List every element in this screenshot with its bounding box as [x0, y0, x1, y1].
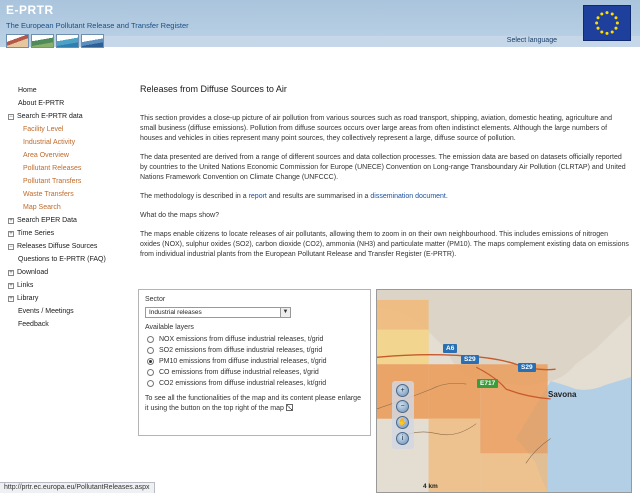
radio-button-selected[interactable] — [147, 358, 154, 365]
report-link[interactable]: report — [248, 193, 267, 200]
sidebar-item-area-overview[interactable]: Area Overview — [23, 152, 69, 159]
select-language-link[interactable]: Select language — [506, 37, 557, 44]
expand-icon[interactable]: + — [9, 296, 13, 302]
expand-icon[interactable]: + — [9, 283, 13, 289]
sidebar-item-search-eper[interactable]: + Search EPER Data — [9, 217, 77, 224]
landscape-icon-2[interactable] — [31, 34, 54, 48]
main-content — [140, 84, 630, 269]
sidebar-item-pollutant-releases[interactable]: Pollutant Releases — [23, 165, 82, 172]
available-layers-label: Available layers — [145, 324, 194, 331]
eu-flag-icon — [583, 5, 631, 41]
sidebar-item-home[interactable]: Home — [18, 87, 37, 94]
maps-description-paragraph: The maps enable citizens to locate releases of air pollutants, allowing them to zoom in on their own neighbourhood. This includes emissions of nitrogen oxides (NOX), sulphur oxides (SO2), carbon dioxide (CO2), ammonia (NH3) and particulate matter (PM10). The maps complement existing data on emissions from individual industrial plants from the European Pollutant Release and Transfer Register (E-PRTR). — [140, 231, 629, 258]
page-title: Releases from Diffuse Sources to Air — [140, 84, 287, 94]
zoom-in-icon[interactable]: + — [396, 384, 409, 397]
sidebar-nav — [8, 84, 126, 331]
sidebar-item-waste-transfers[interactable]: Waste Transfers — [23, 191, 74, 198]
layer-option-nox[interactable]: NOX emissions from diffuse industrial releases, t/grid — [147, 336, 323, 343]
road-label-e717: E717 — [477, 379, 498, 388]
pan-hand-icon[interactable]: ✋ — [396, 416, 409, 429]
sidebar-item-industrial-activity[interactable]: Industrial Activity — [23, 139, 76, 146]
info-icon[interactable]: i — [396, 432, 409, 445]
enlarge-icon — [286, 404, 293, 411]
expand-icon[interactable]: + — [9, 231, 13, 237]
expand-icon[interactable]: + — [9, 218, 13, 224]
layer-option-pm10[interactable]: PM10 emissions from diffuse industrial releases, t/grid — [147, 358, 327, 365]
maps-question: What do the maps show? — [140, 212, 219, 219]
landscape-icon-4[interactable] — [81, 34, 104, 48]
sidebar-item-library[interactable]: + Library — [9, 295, 39, 302]
sidebar-item-map-search[interactable]: Map Search — [23, 204, 61, 211]
layer-panel — [138, 289, 371, 436]
layer-option-co2[interactable]: CO2 emissions from diffuse industrial releases, kt/grid — [147, 380, 326, 387]
landscape-icon-3[interactable] — [56, 34, 79, 48]
collapse-icon[interactable]: − — [9, 244, 13, 250]
radio-button[interactable] — [147, 369, 154, 376]
sidebar-item-about[interactable]: About E-PRTR — [18, 100, 65, 107]
sector-select[interactable]: Industrial releases ▼ — [145, 307, 291, 318]
sidebar-item-feedback[interactable]: Feedback — [18, 321, 49, 328]
data-source-paragraph: The data presented are derived from a range of different sources and data collection processes. The emission data are based on datasets officially reported by countries to the United Nations Economic Commission for Europe (UNECE) Convention on Long-range Transboundary Air Pollution (CLRTAP) and United Nations Framework Convention on Climate Change (UNFCCC). — [140, 154, 626, 181]
road-label-s29-east: S29 — [518, 363, 536, 372]
sector-label: Sector — [145, 296, 166, 303]
enlarge-map-note: To see all the functionalities of the map and its content please enlarge it using the button on the top right of the map — [145, 395, 361, 412]
sidebar-item-links[interactable]: + Links — [9, 282, 34, 289]
road-label-s29: S29 — [461, 355, 479, 364]
language-bar — [104, 36, 640, 47]
sidebar-item-faq[interactable]: Questions to E-PRTR (FAQ) — [18, 256, 106, 263]
sidebar-item-search-eprtr[interactable]: − Search E-PRTR data — [9, 113, 83, 120]
intro-paragraph: This section provides a close-up picture of air pollution from various sources such as road transport, shipping, aviation, domestic heating, agriculture and small business (diffuse emissions). Pollution from diffuse sources occurs over large areas from often indistinct elements. Although the large numbers of houses and vehicles in cities represent many point sources, they collectively represent a large, diffuse source of pollution. — [140, 115, 612, 142]
sidebar-item-events[interactable]: Events / Meetings — [18, 308, 74, 315]
sidebar-item-download[interactable]: + Download — [9, 269, 49, 276]
header-icon-strip — [6, 34, 104, 48]
collapse-icon[interactable]: − — [9, 114, 13, 120]
layer-option-co[interactable]: CO emissions from diffuse industrial releases, t/grid — [147, 369, 319, 376]
expand-icon[interactable]: + — [9, 270, 13, 276]
map-canvas[interactable] — [377, 290, 631, 492]
emissions-map[interactable] — [376, 289, 632, 493]
radio-button[interactable] — [147, 347, 154, 354]
browser-status-bar: http://prtr.ec.europa.eu/PollutantReleases.aspx — [0, 482, 155, 493]
layer-option-so2[interactable]: SO2 emissions from diffuse industrial releases, t/grid — [147, 347, 322, 354]
methodology-paragraph: The methodology is described in a report and results are summarised in a dissemination document. — [140, 193, 448, 200]
chevron-down-icon[interactable]: ▼ — [280, 308, 290, 317]
header — [0, 0, 640, 47]
map-scale: 4 km — [423, 483, 438, 490]
zoom-out-icon[interactable]: − — [396, 400, 409, 413]
road-label-a6: A6 — [443, 344, 457, 353]
sidebar-item-releases-diffuse[interactable]: − Releases Diffuse Sources — [9, 243, 98, 250]
radio-button[interactable] — [147, 336, 154, 343]
radio-button[interactable] — [147, 380, 154, 387]
landscape-icon-1[interactable] — [6, 34, 29, 48]
sidebar-item-facility-level[interactable]: Facility Level — [23, 126, 64, 133]
site-subtitle: The European Pollutant Release and Transfer Register — [6, 21, 189, 30]
sidebar-item-pollutant-transfers[interactable]: Pollutant Transfers — [23, 178, 82, 185]
city-label-savona: Savona — [548, 390, 577, 399]
site-title[interactable]: E-PRTR — [6, 3, 54, 17]
sidebar-item-time-series[interactable]: + Time Series — [9, 230, 55, 237]
dissemination-document-link[interactable]: dissemination document — [370, 193, 446, 200]
